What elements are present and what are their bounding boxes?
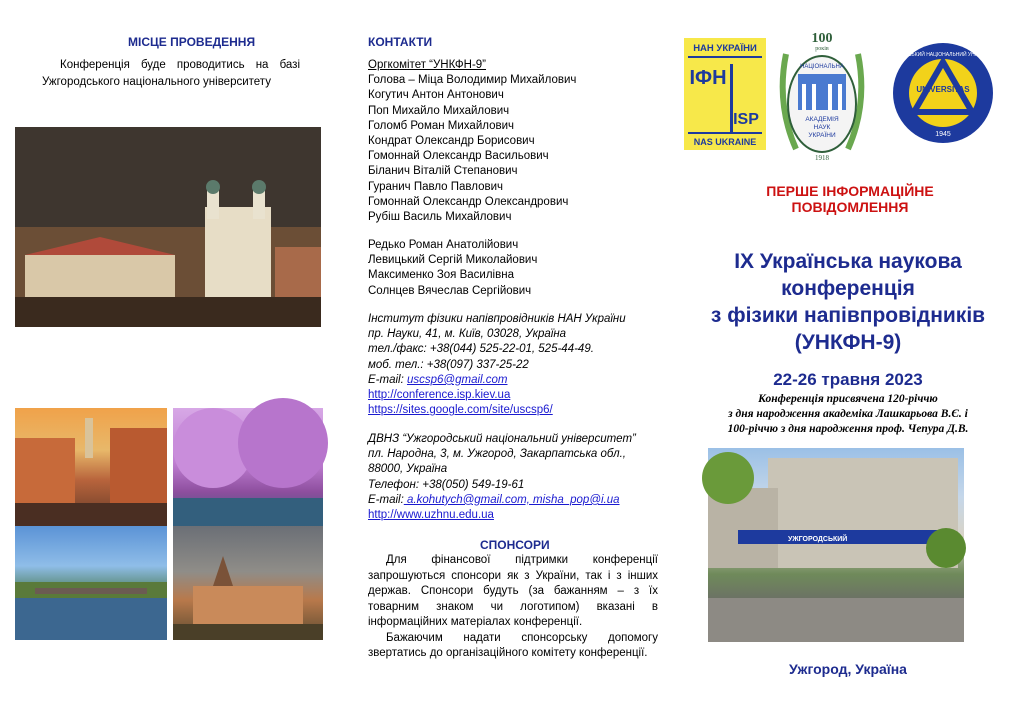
historic-building-photo [173,526,323,640]
conference-title-line-2: конференція [781,277,915,300]
institute-name: Інститут фізики напівпровідників НАН України [368,313,626,325]
left-panel [0,0,340,724]
dedication-line-1: Конференція присвячена 120-річчю [758,393,938,405]
sponsors-text [368,553,658,662]
committee-kyiv-members [368,238,537,299]
institute-address: пр. Науки, 41, м. Київ, 03028, Україна [368,328,567,341]
isp-logo-bottom-text: NAS UKRAINE [693,137,757,147]
university-email-link[interactable]: a.kohutych@gmail.com, misha_pop@i.ua [403,493,620,506]
committee-member: Редько Роман Анатолійович [368,239,519,251]
nas-line-3: УКРАЇНИ [808,132,836,139]
uzhhorod-cathedral-photo [15,127,321,327]
conference-dedication [672,392,1024,437]
institute-mobile: моб. тел.: +38(097) 337-25-22 [368,358,529,371]
university-building-photo [708,448,964,642]
uzh-universitas-text: UNIVERSITAS [916,85,970,94]
dedication-line-2: з дня народження академіка Лашкарьова В.Є. і [728,408,968,420]
river-bridge-photo [15,526,167,640]
isp-logo-top-text: НАН УКРАЇНИ [693,43,757,54]
nas-100-text: 100 [811,31,833,46]
conference-title-line-3: з фізики напівпровідників [710,304,986,327]
conference-dates: 22-26 травня 2023 [773,370,923,389]
venue-heading: МІСЦЕ ПРОВЕДЕННЯ [128,35,256,49]
institute-email-link[interactable]: uscsp6@gmail.com [406,373,508,386]
institute-contact-block [368,312,626,418]
committee-member: Гуранич Павло Павлович [368,180,504,193]
committee-member: Поп Михайло Михайлович [368,104,510,117]
venue-text: Конференція буде проводитись на базі Ужгородського національного університету [42,59,300,88]
conference-location: Ужгород, Україна [789,661,907,677]
nas-line-2: НАУК [813,124,831,131]
contacts-heading: КОНТАКТИ [368,35,433,49]
sponsors-paragraph-1: Для фінансової підтримки конференції запрошуються спонсори як з України, так і з інших держав. Спонсори будуть (за бажанням – з їх товарним знаком чи логотипом) вказані в інформаційних матеріалах конференції. [368,554,658,628]
sponsors-paragraph-2: Бажаючим надати спонсорську допомогу звертатись до організаційного комітету конференції. [368,631,658,659]
institute-phone: тел./факс: +38(044) 525-22-01, 525-44-49. [368,343,594,356]
university-phone: Телефон: +38(050) 549-19-61 [368,478,525,491]
committee-member: Голова – Міца Володимир Михайлович [368,74,577,87]
university-address-1: пл. Народна, 3, м. Ужгород, Закарпатська обл., [368,448,626,461]
committee-member: Солнцев Вячеслав Сергійович [368,284,532,297]
email-label: E-mail: [368,373,407,386]
conference-title-line-4: (УНКФН-9) [794,331,902,354]
institute-email-line [368,373,626,388]
conference-title-line-1: IX Українська наукова [734,250,962,273]
committee-member: Біланич Віталій Степанович [368,165,518,178]
conference-title [672,248,1024,356]
isp-logo [684,38,766,150]
announcement-line-1: ПЕРШЕ ІНФОРМАЦІЙНЕ [766,183,934,199]
university-name: ДВНЗ “Ужгородський національний університет” [368,433,636,445]
uzhnu-logo [883,40,1003,146]
committee-member: Голомб Роман Михайлович [368,119,515,132]
nas-year-text: 1918 [815,154,829,162]
old-street-photo [15,408,167,528]
committee-member: Рубіш Василь Михайлович [368,211,512,224]
nas-arc-text: НАЦІОНАЛЬНА [800,64,844,70]
nas-line-1: АКАДЕМІЯ [805,116,839,123]
committee-member: Максименко Зоя Василівна [368,269,514,282]
middle-panel [352,0,658,724]
uzh-year-text: 1945 [935,131,951,138]
announcement-line-2: ПОВІДОМЛЕННЯ [791,199,909,215]
organizing-committee [368,58,576,225]
google-site-link[interactable]: https://sites.google.com/site/uscsp6/ [368,404,553,417]
isp-logo-isp-text: ISP [733,111,759,128]
isp-logo-ifn-text: ІФН [689,67,727,89]
university-email-line [368,493,636,508]
nas-years-text: років [815,46,829,52]
sakura-embankment-photo [173,408,323,528]
uzh-arc-text: УЖГОРОДСЬКИЙ НАЦІОНАЛЬНИЙ УНІВЕРСИТЕТ [883,52,1003,58]
university-site-link[interactable]: http://www.uzhnu.edu.ua [368,509,494,522]
conference-site-link[interactable]: http://conference.isp.kiev.ua [368,389,511,402]
announcement-heading [730,183,970,215]
committee-member: Кондрат Олександр Борисович [368,135,535,148]
sponsors-heading: СПОНСОРИ [480,538,550,552]
committee-member: Когутич Антон Антонович [368,89,504,102]
university-address-2: 88000, Україна [368,463,448,476]
right-panel [672,0,1024,724]
committee-member: Левицький Сергій Миколайович [368,254,538,267]
dedication-line-3: 100-річчю з дня народження проф. Чепура Д.В. [727,423,969,435]
committee-title: Оргкомітет “УНКФН-9” [368,59,487,71]
nas-ukraine-logo [776,24,868,166]
email-label: E-mail: [368,493,404,506]
committee-member: Гомоннай Олександр Олександрович [368,195,569,208]
committee-member: Гомоннай Олександр Васильович [368,150,549,163]
building-sign-text: УЖГОРОДСЬКИЙ [788,536,848,543]
university-contact-block [368,432,636,523]
